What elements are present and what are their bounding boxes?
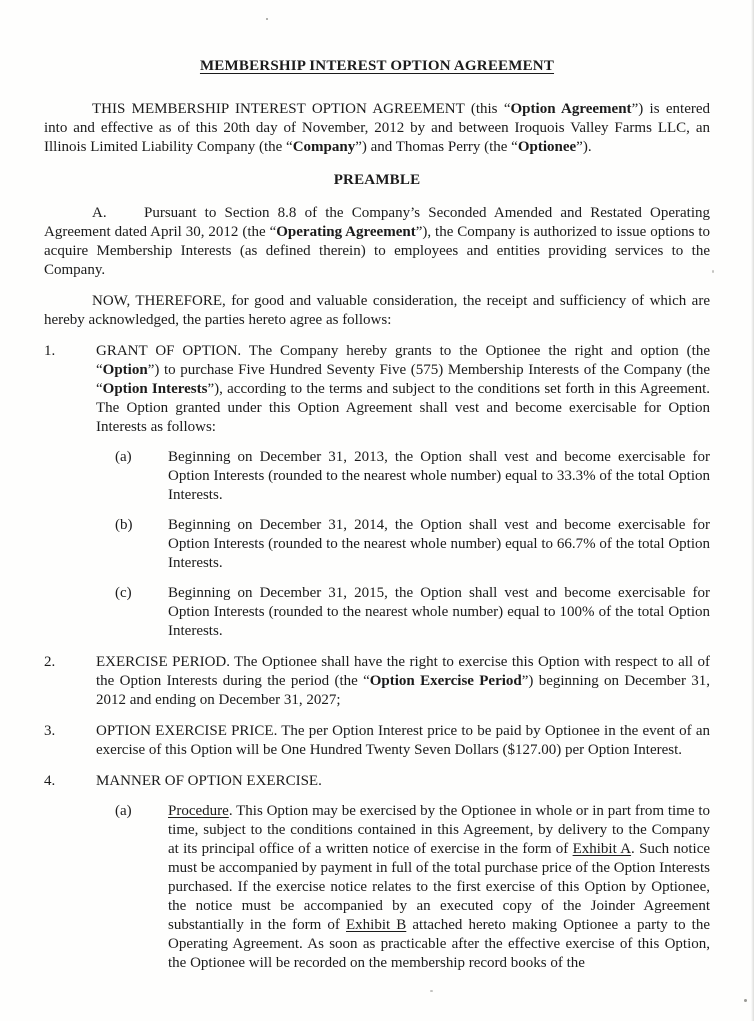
item-1-body [96, 342, 710, 641]
item-2-text [96, 653, 710, 710]
item-1-number: 1. [44, 343, 56, 359]
recital-a-paragraph [44, 204, 710, 280]
text-run: GRANT OF OPTION. The Company hereby grants to the Optionee the right and option (the “ [96, 343, 710, 378]
sub-item-1c-label: (c) [115, 585, 132, 601]
text-run: . This Option may be exercised by the Optionee in whole or in part from time to time, subject to the conditions contained in this Agreement, by delivery to the Company at its principal office of a written notice of exercise in the form of [168, 803, 710, 857]
preamble-heading: PREAMBLE [333, 172, 421, 188]
text-run: ”) to purchase Five Hundred Seventy Five (575) Membership Interests of the Company (the “ [96, 362, 710, 397]
sub-item-1a [115, 448, 710, 505]
item-2-body [96, 653, 710, 710]
scan-speck [744, 999, 747, 1002]
list-item-3 [44, 722, 710, 760]
item-3-number: 3. [44, 723, 56, 739]
text-run: Option Interests [102, 381, 208, 397]
sub-item-1c-text: Beginning on December 31, 2015, the Option shall vest and become exercisable for Option Interests (rounded to the nearest whole number) equal to 100% of the total Option Interests. [168, 585, 710, 639]
now-therefore-paragraph: NOW, THEREFORE, for good and valuable consideration, the receipt and sufficiency of which are hereby acknowledged, the parties hereto agree as follows: [44, 293, 710, 328]
text-run: ”). [576, 139, 592, 155]
sub-item-1b [115, 516, 710, 573]
text-run: Option Exercise Period [369, 673, 522, 689]
text-run: Option [102, 362, 148, 378]
text-run: ”) beginning on December 31, 2012 and ending on December 31, 2027; [96, 673, 710, 708]
scan-speck [266, 18, 268, 20]
text-run: THIS MEMBERSHIP INTEREST OPTION AGREEMENT (this “ [92, 101, 511, 117]
text-run: EXERCISE PERIOD. The Optionee shall have the right to exercise this Option with respect to all of the Option Interests during the period (the “ [96, 654, 710, 689]
item-3-text: OPTION EXERCISE PRICE. The per Option Interest price to be paid by Optionee in the event of an exercise of this Option will be One Hundred Twenty Seven Dollars ($127.00) per Option Interest. [96, 723, 710, 758]
sub-item-4a-text [168, 802, 710, 973]
sub-item-4a [115, 802, 710, 973]
item-4-number: 4. [44, 773, 56, 789]
text-run: ”) and Thomas Perry (the “ [355, 139, 518, 155]
recital-a-label: A. [92, 205, 107, 221]
recital-a-text [44, 205, 710, 278]
text-run: Option Agreement [510, 101, 632, 117]
scan-speck [430, 990, 433, 992]
item-2-number: 2. [44, 654, 56, 670]
sub-item-1a-text: Beginning on December 31, 2013, the Option shall vest and become exercisable for Option Interests (rounded to the nearest whole number) equal to 33.3% of the total Option Interests. [168, 449, 710, 503]
text-run: Company [292, 139, 356, 155]
text-run: . Such notice must be accompanied by payment in full of the total purchase price of the Option Interests purchased. If the exercise notice relates to the first exercise of this Option by Optionee, the notice must be accompanied by an executed copy of the Joinder Agreement substantially in the form of [168, 841, 711, 933]
text-run: Exhibit A [572, 841, 632, 857]
sub-item-4a-label: (a) [115, 803, 132, 819]
text-run: ”), the Company is authorized to issue options to acquire Membership Interests (as defined therein) to employees and entities providing services to the Company. [44, 224, 711, 278]
item-4-text: MANNER OF OPTION EXERCISE. [96, 773, 322, 789]
item-4-body [96, 772, 710, 973]
text-run: Optionee [517, 139, 577, 155]
text-run: Operating Agreement [276, 224, 416, 240]
document-title-text: MEMBERSHIP INTEREST OPTION AGREEMENT [199, 58, 555, 74]
list-item-2 [44, 653, 710, 710]
item-1-text [96, 342, 710, 437]
scan-speck [712, 270, 714, 273]
text-run: Pursuant to Section 8.8 of the Company’s Seconded Amended and Restated Operating Agreement dated April 30, 2012 (the “ [44, 205, 710, 240]
sub-item-1a-label: (a) [115, 449, 132, 465]
text-run: Exhibit B [346, 917, 407, 933]
sub-item-1b-text: Beginning on December 31, 2014, the Option shall vest and become exercisable for Option Interests (rounded to the nearest whole number) equal to 66.7% of the total Option Interests. [168, 517, 710, 571]
text-run: Procedure [168, 803, 229, 819]
text-run: attached hereto making Optionee a party to the Operating Agreement. As soon as practicable after the effective exercise of this Option, the Optionee will be recorded on the membership record books of the [168, 917, 711, 971]
document-title [44, 57, 710, 76]
text-run: ”), according to the terms and subject to the conditions set forth in this Agreement. The Option granted under this Option Agreement shall vest and become exercisable for Option Interests as follows: [96, 381, 711, 435]
text-run: ”) is entered into and effective as of this 20th day of November, 2012 by and between Iroquois Valley Farms LLC, an Illinois Limited Liability Company (the “ [44, 101, 711, 155]
list-item-1 [44, 342, 710, 641]
intro-paragraph [44, 100, 710, 157]
item-3-body [96, 722, 710, 760]
list-item-4 [44, 772, 710, 973]
sub-item-1b-label: (b) [115, 517, 133, 533]
sub-item-1c [115, 584, 710, 641]
